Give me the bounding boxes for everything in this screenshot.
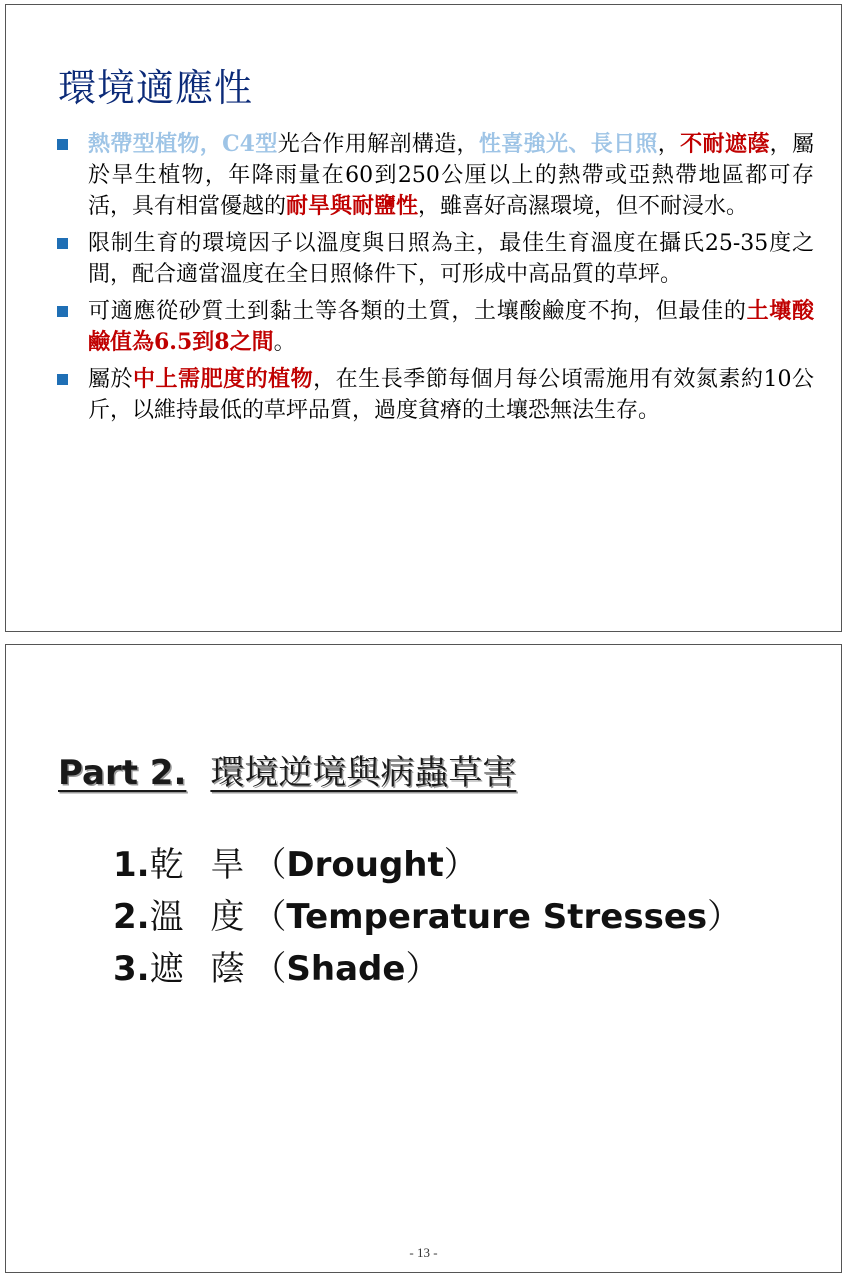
- highlight-text: 不耐遮蔭: [680, 131, 770, 157]
- topic-en: Temperature Stresses: [286, 897, 708, 937]
- square-bullet-icon: [57, 374, 68, 385]
- topic-item-shade: [113, 943, 741, 995]
- bullet-item: [54, 296, 814, 358]
- highlight-text: 耐旱與耐鹽性: [286, 193, 419, 219]
- square-bullet-icon: [57, 238, 68, 249]
- page-number: - 13 -: [409, 1245, 438, 1260]
- topic-en: Drought: [286, 845, 444, 885]
- topic-number: 2.: [113, 897, 150, 937]
- topic-item-temperature: [113, 891, 741, 943]
- topic-list: [113, 839, 741, 995]
- bullet-item: [54, 129, 814, 222]
- bullet-text: [88, 132, 814, 219]
- body-text: ，在生長季節每個月每公頃需施用有效氮素約10公斤，以維持最低的草坪品質，過度貧瘠的土壤恐無法生存。: [88, 367, 814, 423]
- bullet-item: [54, 364, 814, 426]
- slide-part-2: [5, 644, 842, 1273]
- body-text: 屬於: [88, 367, 134, 392]
- body-text: 光合作用解剖構造，: [277, 132, 479, 157]
- body-text: 可適應從砂質土到黏土等各類的土質，土壤酸鹼度不拘，但最佳的: [88, 299, 747, 324]
- close-paren: ）: [405, 949, 440, 989]
- slide-environment-adaptation: [5, 4, 842, 632]
- bullet-text: [88, 299, 814, 355]
- body-text: 。: [273, 330, 296, 355]
- topic-zh: 溫 度: [149, 897, 253, 937]
- body-text: ，: [657, 132, 681, 157]
- part-heading: [58, 745, 516, 794]
- highlight-text: 性喜強光、長日照: [478, 131, 658, 157]
- open-paren: （: [252, 845, 287, 885]
- part-label: Part 2.: [58, 753, 187, 793]
- square-bullet-icon: [57, 139, 68, 150]
- close-paren: ）: [707, 897, 742, 937]
- bullet-list: [54, 129, 814, 432]
- bullet-text: [88, 367, 814, 423]
- body-text: ，雖喜好高濕環境，但不耐浸水。: [418, 194, 749, 219]
- slide-title: 環境適應性: [58, 66, 254, 110]
- bullet-item: [54, 228, 814, 290]
- topic-zh: 乾 旱: [149, 845, 253, 885]
- topic-en: Shade: [286, 949, 406, 989]
- topic-item-drought: [113, 839, 741, 891]
- highlight-text: 熱帶型植物，C4型: [88, 131, 278, 157]
- open-paren: （: [252, 949, 287, 989]
- highlight-text: 土壤酸鹼值為6.5到8之間: [88, 298, 814, 355]
- topic-number: 3.: [113, 949, 150, 989]
- bullet-text: 限制生育的環境因子以溫度與日照為主，最佳生育溫度在攝氏25-35度之間，配合適當溫度在全日照條件下，可形成中高品質的草坪。: [88, 231, 814, 287]
- topic-zh: 遮 蔭: [149, 949, 253, 989]
- topic-number: 1.: [113, 845, 150, 885]
- body-text: ，屬於旱生植物，年降雨量在60到250公厘以上的熱帶或亞熱帶地區都可存活，具有相當優越的: [88, 132, 814, 219]
- square-bullet-icon: [57, 306, 68, 317]
- close-paren: ）: [443, 845, 478, 885]
- part-title: 環境逆境與病蟲草害: [210, 753, 517, 793]
- highlight-text: 中上需肥度的植物: [133, 366, 314, 392]
- open-paren: （: [252, 897, 287, 937]
